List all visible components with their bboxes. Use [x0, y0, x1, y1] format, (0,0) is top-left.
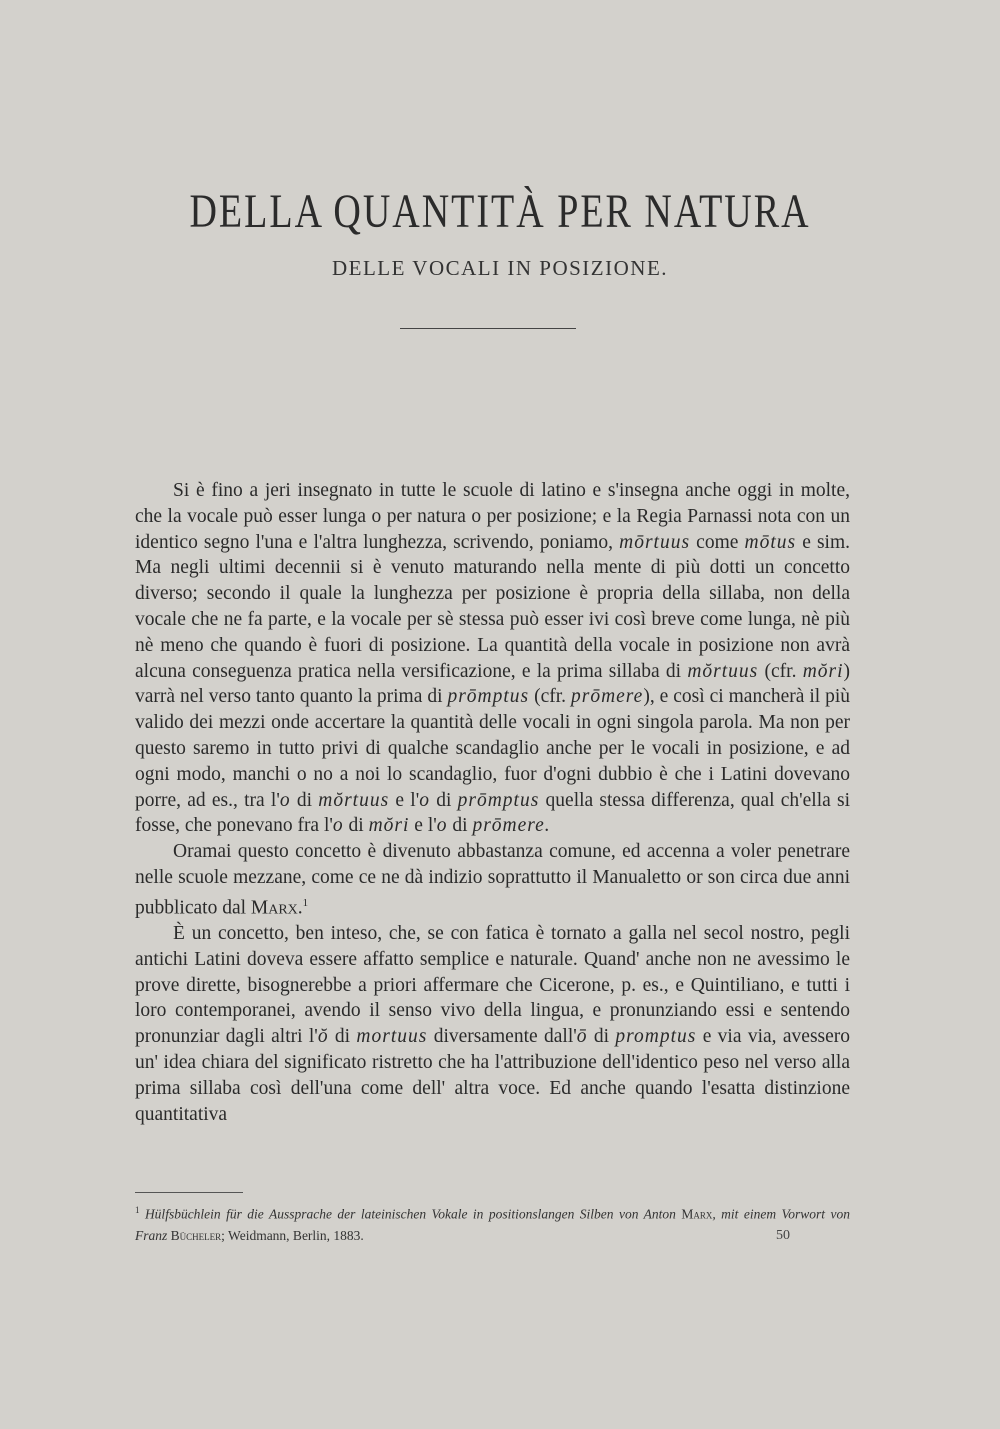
text-span: e sim. Ma negli ultimi decennii si è venuto maturando nella mente di più dotti un concetto diverso; secondo il quale la lunghezza per posizione è propria della sillaba, non della vocale che ne fa parte, e la vocale per sè stessa può esser ivi così breve come lunga, nè più nè meno che quando è fuori di posizione. La quantità della vocale in posizione non avrà alcuna conseguenza pratica nella versificazione, e la prima sillaba di — [135, 531, 851, 682]
page-title: DELLA QUANTITÀ PER NATURA — [189, 185, 811, 239]
text-span: di — [593, 1026, 610, 1048]
latin-word: prōmere — [570, 686, 644, 708]
body-text — [135, 478, 850, 1127]
latin-word: prōmere. — [472, 815, 551, 837]
footnote-text: , mit einem Vorwort von Franz — [135, 1206, 850, 1243]
latin-word: o — [279, 789, 291, 811]
text-span: Oramai questo concetto è divenuto abbastanza comune, ed accenna a voler penetrare nelle scuole mezzane, come ce ne dà indizio soprattutto il Manualetto or son circa due anni pubblicato dal — [135, 841, 850, 919]
author-name: Marx — [681, 1206, 713, 1222]
text-span: come — [696, 531, 739, 553]
paragraph-2 — [135, 839, 850, 921]
text-span: e l' — [395, 789, 420, 811]
latin-word: mŏri — [368, 815, 410, 837]
author-name: Bücheler — [170, 1227, 222, 1243]
text-span: quella stessa differenza, qual ch'ella si fosse, che ponevano fra l' — [135, 789, 851, 837]
latin-word: o — [332, 815, 344, 837]
text-span: ) varrà nel verso tanto quanto la prima di — [135, 660, 851, 708]
latin-word: mortuus — [356, 1026, 428, 1048]
latin-word: ō — [576, 1026, 588, 1048]
latin-word: prōmptus — [457, 789, 540, 811]
author-name: Marx — [250, 897, 298, 919]
latin-word: mōrtuus — [619, 531, 691, 553]
paragraph-1 — [135, 478, 850, 839]
latin-word: o — [436, 815, 448, 837]
text-span: ), e così ci mancherà il più valido dei mezzi onde accertare la quantità delle vocali in ogni singola parola. Ma non per questo saremo in tutto privi di qualche scandaglio anche per le vocali in posizione, e ad ogni modo, manchi o no a noi lo scandaglio, fuor d'ogni dubbio è che i Latini dovevano porre, ad es., tra l' — [135, 686, 851, 811]
text-span: diversamente dall' — [433, 1026, 577, 1048]
text-span: . — [297, 897, 303, 919]
footnote-divider — [135, 1192, 243, 1193]
text-span: di — [334, 1026, 351, 1048]
text-span: e via via, avessero un' idea chiara del significato ristretto che ha l'attribuzione dell'identico peso nel verso alla prima sillaba così dell'una come dell' altra voce. Ed anche quando l'esatta distinzione quantitativa — [135, 1026, 851, 1125]
footnote-text: ; Weidmann, Berlin, 1883. — [221, 1227, 364, 1243]
latin-word: promptus — [615, 1026, 697, 1048]
page-subtitle: DELLE VOCALI IN POSIZIONE. — [331, 256, 669, 280]
text-span: di — [296, 789, 312, 811]
latin-word: mŏri — [802, 660, 844, 682]
text-span: Si è fino a jeri insegnato in tutte le scuole di latino e s'insegna anche oggi in molte, che la vocale può esser lunga o per natura o per posizione; e la Regia Parnassi nota con un identico segno l'una e l'altra lunghezza, scrivendo, poniamo, — [135, 480, 850, 553]
footnote-mark: 1 — [135, 1205, 140, 1215]
paragraph-3 — [135, 921, 850, 1127]
text-span: e l' — [414, 815, 437, 837]
latin-word: ŏ — [317, 1026, 329, 1048]
latin-word: mŏrtuus — [318, 789, 390, 811]
text-span: (cfr. — [534, 686, 567, 708]
latin-word: prōmptus — [447, 686, 530, 708]
latin-word: o — [419, 789, 430, 811]
page-number: 50 — [776, 1228, 790, 1243]
text-span: È un concetto, ben inteso, che, se con fatica è tornato a galla nel secol nostro, pegli antichi Latini doveva essere affatto semplice e naturale. Quand' anche non ne avessimo le prove dirette, bisognerebbe a priori affermare che Cicerone, p. es., e Quintiliano, e tutti i loro contemporanei, avendo il senso vivo della lingua, e pronunziando essi e sentendo pronunziar dagli altri l' — [135, 923, 850, 1048]
title-divider — [400, 328, 576, 329]
footnote-text: Hülfsbüchlein für die Aussprache der lateinischen Vokale in positionslangen Silben von Anton — [144, 1206, 676, 1222]
text-span: (cfr. — [764, 660, 797, 682]
latin-word: mŏrtuus — [687, 660, 759, 682]
text-span: di — [452, 815, 468, 837]
text-span: di — [436, 789, 452, 811]
footnote-reference: 1 — [302, 896, 309, 909]
latin-word: mōtus — [744, 531, 797, 553]
footnote — [135, 1200, 850, 1246]
text-span: di — [348, 815, 364, 837]
